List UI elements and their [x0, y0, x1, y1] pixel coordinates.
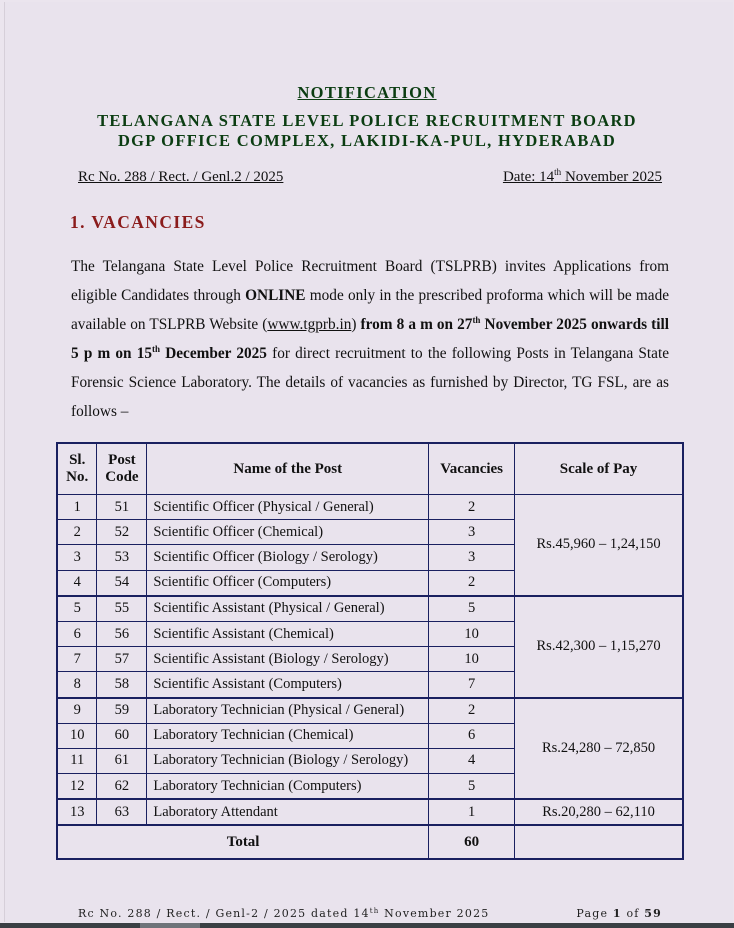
notification-heading: NOTIFICATION — [297, 83, 437, 102]
board-name: TELANGANA STATE LEVEL POLICE RECRUITMENT BOARD — [97, 111, 637, 130]
cell-sl: 5 — [57, 596, 97, 622]
cell-post-name: Scientific Officer (Computers) — [147, 570, 429, 596]
cell-pay-scale: Rs.45,960 – 1,24,150 — [515, 495, 683, 596]
cell-code: 62 — [97, 774, 147, 800]
cell-vacancies: 4 — [429, 748, 515, 773]
cell-pay-scale: Rs.24,280 – 72,850 — [515, 698, 683, 800]
website-link[interactable]: www.tgprb.in — [267, 316, 352, 333]
table-row — [57, 495, 683, 520]
cell-sl: 8 — [57, 672, 97, 698]
cell-vacancies: 2 — [429, 495, 515, 520]
total-empty-cell — [515, 825, 683, 859]
header-sl-no: Sl. No. — [57, 443, 97, 495]
cell-vacancies: 2 — [429, 698, 515, 724]
cell-code: 57 — [97, 647, 147, 672]
cell-code: 63 — [97, 799, 147, 825]
header-post-code: Post Code — [97, 443, 147, 495]
header-scale-of-pay: Scale of Pay — [515, 443, 683, 495]
board-address: DGP OFFICE COMPLEX, LAKIDI-KA-PUL, HYDERABAD — [117, 131, 617, 150]
cell-post-name: Scientific Assistant (Biology / Serology) — [147, 647, 429, 672]
table-header-row — [57, 443, 683, 495]
cell-code: 60 — [97, 723, 147, 748]
cell-post-name: Scientific Assistant (Computers) — [147, 672, 429, 698]
cell-code: 54 — [97, 570, 147, 596]
cell-code: 59 — [97, 698, 147, 724]
intro-paragraph: The Telangana State Level Police Recruitment Board (TSLPRB) invites Applications from eligible Candidates through ONLINE mode only in the prescribed proforma which will be made available on TSLPRB Website (www.tgprb.in) from 8 a m on 27th November 2025 onwards till 5 p m on 15th December 2025 for direct recruitment to the following Posts in Telangana State Forensic Science Laboratory. The details of vacancies as furnished by Director, TG FSL, are as follows – — [71, 258, 670, 420]
cell-code: 56 — [97, 621, 147, 646]
notification-date: Date: 14th November 2025 — [502, 167, 662, 185]
cell-code: 58 — [97, 672, 147, 698]
cell-post-name: Scientific Officer (Physical / General) — [147, 495, 429, 520]
cell-sl: 2 — [57, 520, 97, 545]
cell-sl: 11 — [57, 748, 97, 773]
cell-sl: 4 — [57, 570, 97, 596]
cell-post-name: Laboratory Attendant — [147, 799, 429, 825]
cell-post-name: Scientific Officer (Biology / Serology) — [147, 545, 429, 570]
footer-reference: Rc No. 288 / Rect. / Genl-2 / 2025 dated 14th November 2025 — [78, 907, 490, 920]
cell-code: 55 — [97, 596, 147, 622]
cell-vacancies: 5 — [429, 774, 515, 800]
cell-sl: 13 — [57, 799, 97, 825]
cell-code: 53 — [97, 545, 147, 570]
page-number: Page 1 of 59 — [576, 907, 662, 920]
cell-post-name: Laboratory Technician (Physical / General) — [147, 698, 429, 724]
cell-sl: 9 — [57, 698, 97, 724]
reference-number: Rc No. 288 / Rect. / Genl.2 / 2025 — [78, 169, 284, 185]
cell-post-name: Laboratory Technician (Biology / Serology) — [147, 748, 429, 773]
cell-pay-scale: Rs.20,280 – 62,110 — [515, 799, 683, 825]
cell-post-name: Laboratory Technician (Chemical) — [147, 723, 429, 748]
section-title: 1. VACANCIES — [70, 212, 206, 232]
cell-vacancies: 5 — [429, 596, 515, 622]
table-row — [57, 799, 683, 825]
cell-pay-scale: Rs.42,300 – 1,15,270 — [515, 596, 683, 698]
cell-vacancies: 1 — [429, 799, 515, 825]
cell-sl: 1 — [57, 495, 97, 520]
cell-code: 51 — [97, 495, 147, 520]
cell-sl: 3 — [57, 545, 97, 570]
cell-sl: 6 — [57, 621, 97, 646]
cell-vacancies: 10 — [429, 647, 515, 672]
cell-sl: 10 — [57, 723, 97, 748]
cell-post-name: Scientific Assistant (Physical / General) — [147, 596, 429, 622]
cell-vacancies: 6 — [429, 723, 515, 748]
cell-post-name: Laboratory Technician (Computers) — [147, 774, 429, 800]
cell-vacancies: 10 — [429, 621, 515, 646]
vacancy-table — [56, 442, 684, 860]
cell-vacancies: 3 — [429, 545, 515, 570]
cell-vacancies: 2 — [429, 570, 515, 596]
total-row — [57, 825, 683, 859]
total-label: Total — [57, 825, 429, 859]
header-vacancies: Vacancies — [429, 443, 515, 495]
cell-post-name: Scientific Assistant (Chemical) — [147, 621, 429, 646]
scrollbar-thumb[interactable] — [140, 923, 200, 928]
cell-vacancies: 7 — [429, 672, 515, 698]
cell-post-name: Scientific Officer (Chemical) — [147, 520, 429, 545]
cell-code: 52 — [97, 520, 147, 545]
table-row — [57, 698, 683, 724]
cell-sl: 7 — [57, 647, 97, 672]
cell-code: 61 — [97, 748, 147, 773]
total-value: 60 — [429, 825, 515, 859]
cell-vacancies: 3 — [429, 520, 515, 545]
horizontal-scrollbar[interactable] — [0, 923, 734, 928]
header-post-name: Name of the Post — [147, 443, 429, 495]
table-row — [57, 596, 683, 622]
cell-sl: 12 — [57, 774, 97, 800]
